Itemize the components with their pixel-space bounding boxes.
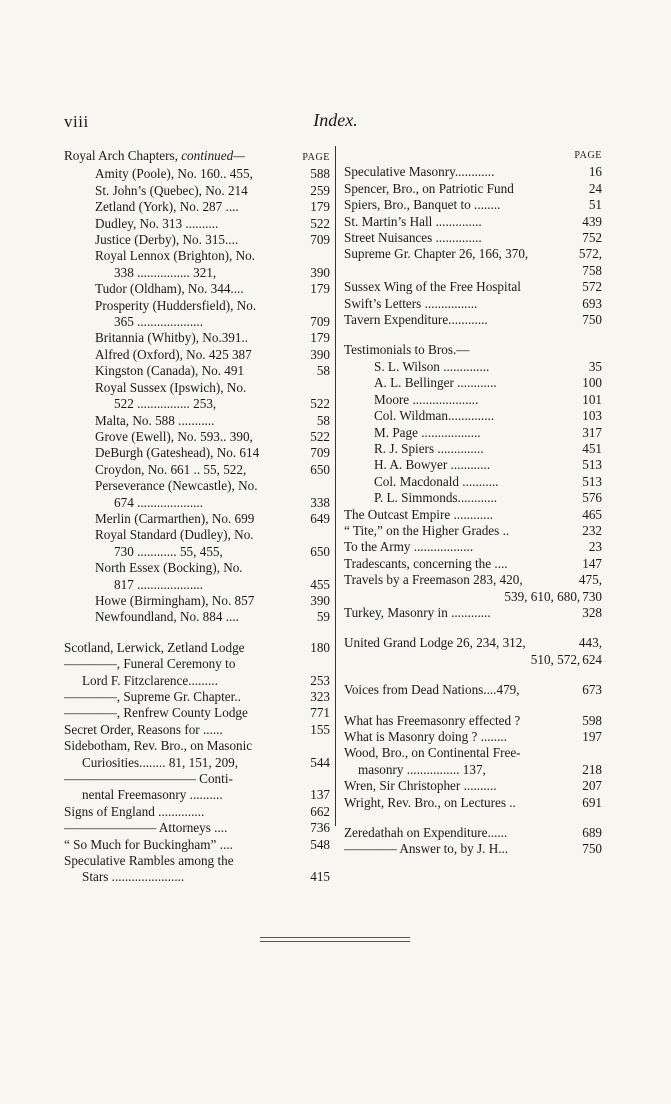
index-entry: Secret Order, Reasons for ...... 155 <box>64 721 330 737</box>
index-entry: 817 .................... 455 <box>114 576 330 592</box>
right-column <box>344 148 602 858</box>
index-entry: Sidebotham, Rev. Bro., on Masonic <box>64 738 253 754</box>
index-entry: Tavern Expenditure............ 750 <box>344 312 602 328</box>
index-entry: Scotland, Lerwick, Zetland Lodge 180 <box>64 639 330 655</box>
index-entry: 338 ................ 321, 390 <box>114 264 330 280</box>
index-entry: Spiers, Bro., Banquet to ........ 51 <box>344 197 602 213</box>
index-entry: Turkey, Masonry in ............ 328 <box>344 604 602 620</box>
index-entry: Justice (Derby), No. 315.... 709 <box>95 232 330 248</box>
index-entry: Spencer, Bro., on Patriotic Fund 24 <box>344 180 602 196</box>
index-entry: masonry ................ 137, 218 <box>358 761 602 777</box>
index-entry: The Outcast Empire ............ 465 <box>344 506 602 522</box>
index-entry: Supreme Gr. Chapter 26, 166, 370, 572, <box>344 246 602 262</box>
index-entry: Lord F. Fitzclarence......... 253 <box>82 672 330 688</box>
index-entry: Speculative Masonry............ 16 <box>344 164 602 180</box>
heading-label: Royal Arch Chapters, <box>64 148 178 163</box>
index-entry: Britannia (Whitby), No.391.. 179 <box>95 330 330 346</box>
index-entry: Street Nuisances .............. 752 <box>344 230 602 246</box>
index-entry: Zeredathah on Expenditure...... 689 <box>344 825 602 841</box>
index-entry: Col. Macdonald ........... 513 <box>374 473 602 489</box>
folio-number: viii <box>64 112 89 131</box>
section-heading <box>64 148 330 166</box>
index-entry: Sussex Wing of the Free Hospital 572 <box>344 279 602 295</box>
index-entry: Howe (Birmingham), No. 857 390 <box>95 592 330 608</box>
left-column <box>64 148 330 886</box>
index-entry: ————, Renfrew County Lodge 771 <box>64 705 330 721</box>
index-entry: Tradescants, concerning the .... 147 <box>344 555 602 571</box>
index-entry: Amity (Poole), No. 160.. 455, 588 <box>95 166 330 182</box>
index-entry: Royal Sussex (Ipswich), No. <box>95 379 247 395</box>
index-entry: Speculative Rambles among the <box>64 853 234 869</box>
ornamental-rule <box>260 937 410 938</box>
index-entry: 758 <box>582 262 602 278</box>
index-entry: Wood, Bro., on Continental Free- <box>344 745 521 761</box>
index-entry: 510, 572, 624 <box>530 651 602 667</box>
index-entry: A. L. Bellinger ............ 100 <box>374 375 602 391</box>
index-entry: Royal Lennox (Brighton), No. <box>95 248 256 264</box>
index-entry: Signs of England .............. 662 <box>64 803 330 819</box>
index-entry: What is Masonry doing ? ........ 197 <box>344 729 602 744</box>
index-entry: Stars ...................... 415 <box>82 869 330 885</box>
index-entry: Testimonials to Bros.— <box>344 342 470 358</box>
index-entry: Royal Standard (Dudley), No. <box>95 527 254 543</box>
index-entry: Perseverance (Newcastle), No. <box>95 478 258 494</box>
heading-continued: continued— <box>181 148 245 163</box>
index-entry: 522 ................ 253, 522 <box>114 396 330 412</box>
index-entry: ————, Funeral Ceremony to <box>64 656 236 672</box>
spacer <box>64 626 330 640</box>
spacer <box>344 699 602 713</box>
index-entry: Prosperity (Huddersfield), No. <box>95 297 257 313</box>
index-entry: M. Page .................. 317 <box>374 424 602 440</box>
index-entry: Zetland (York), No. 287 .... 179 <box>95 199 330 215</box>
testimonials-list <box>344 359 602 507</box>
index-entry: H. A. Bowyer ............ 513 <box>374 457 602 473</box>
index-entry: Col. Wildman.............. 103 <box>374 408 602 424</box>
index-entry: “ So Much for Buckingham” .... 548 <box>64 836 330 852</box>
index-entry: Wren, Sir Christopher .......... 207 <box>344 778 602 794</box>
spacer <box>344 668 602 682</box>
chapters-list <box>64 166 330 625</box>
column-divider <box>335 146 336 826</box>
index-entry: Grove (Ewell), No. 593.. 390, 522 <box>95 428 330 444</box>
index-entry: “ Tite,” on the Higher Grades .. 232 <box>344 522 602 538</box>
spacer <box>344 811 602 825</box>
index-entry: 730 ............ 55, 455, 650 <box>114 543 330 559</box>
index-entry: St. Martin’s Hall .............. 439 <box>344 213 602 229</box>
index-entry: DeBurgh (Gateshead), No. 614 709 <box>95 445 330 461</box>
index-entry: Alfred (Oxford), No. 425 387 390 <box>95 346 330 362</box>
index-entry: What has Freemasonry effected ? 598 <box>344 712 602 728</box>
index-entry: 365 .................... 709 <box>114 314 330 330</box>
index-entry: North Essex (Bocking), No. <box>95 560 243 576</box>
index-entry: Wright, Rev. Bro., on Lectures .. 691 <box>344 794 602 810</box>
page-column-label: PAGE <box>574 150 602 161</box>
index-entry: ———— Answer to, by J. H... 750 <box>344 841 602 857</box>
index-entry: R. J. Spiers .............. 451 <box>374 440 602 456</box>
index-entry: Voices from Dead Nations....479, 673 <box>344 682 602 698</box>
index-entry: 674 .................... 338 <box>114 494 330 510</box>
page-column-label: PAGE <box>302 152 330 163</box>
index-entry: United Grand Lodge 26, 234, 312, 443, <box>344 635 602 651</box>
index-entry: 539, 610, 680, 730 <box>504 588 602 604</box>
index-entry: Kingston (Canada), No. 491 58 <box>95 363 330 379</box>
index-entry: Travels by a Freemason 283, 420, 475, <box>344 572 602 588</box>
spacer <box>344 328 602 342</box>
index-entry: Croydon, No. 661 .. 55, 522, 650 <box>95 461 330 477</box>
index-entry: nental Freemasonry .......... 137 <box>82 787 330 803</box>
index-entry: To the Army .................. 23 <box>344 539 602 555</box>
index-entry: Malta, No. 588 ........... 58 <box>95 412 330 428</box>
spacer <box>344 621 602 635</box>
ornamental-rule <box>260 941 410 942</box>
index-entry: P. L. Simmonds............ 576 <box>374 490 602 506</box>
index-entry: ——————— Attorneys .... 736 <box>64 820 330 836</box>
index-entry: Tudor (Oldham), No. 344.... 179 <box>95 281 330 297</box>
index-entry: Merlin (Carmarthen), No. 699 649 <box>95 510 330 526</box>
index-entry: S. L. Wilson .............. 35 <box>374 358 602 374</box>
index-entry: Dudley, No. 313 .......... 522 <box>95 215 330 231</box>
index-entry: Swift’s Letters ................ 693 <box>344 295 602 311</box>
running-title: Index. <box>313 110 358 130</box>
index-entry: St. John’s (Quebec), No. 214 259 <box>95 182 330 198</box>
index-entry: —————————— Conti- <box>64 771 233 787</box>
index-entry: ————, Supreme Gr. Chapter.. 323 <box>64 689 330 704</box>
index-entry: Curiosities........ 81, 151, 209, 544 <box>82 754 330 770</box>
index-entry: Moore .................... 101 <box>374 391 602 407</box>
index-entry: Newfoundland, No. 884 .... 59 <box>95 609 330 625</box>
